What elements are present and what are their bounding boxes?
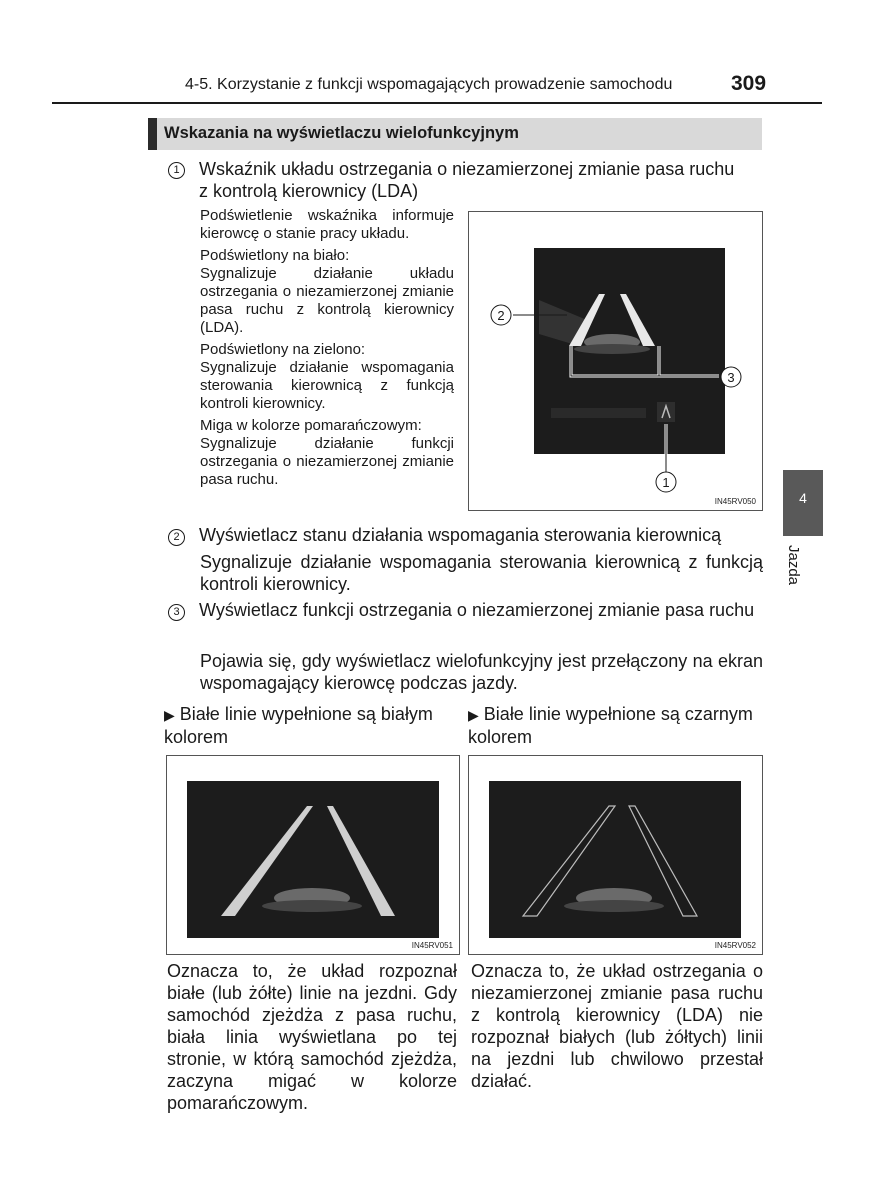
item-1-description [200,207,454,489]
chapter-tab-label: Jazda [785,545,802,586]
callout-1-number: 1 [662,475,670,490]
item-1-para3-head: Podświetlony na zielono: [200,341,366,358]
section-title-bar [148,118,762,150]
main-figure [468,211,763,511]
car-shadow [262,900,362,912]
item-1-para4-head: Miga w kolorze pomarańczowym: [200,417,422,434]
callout-3-number: 3 [727,370,735,385]
page-number: 309 [731,72,767,95]
item-1-para1: Podświetlenie wskaźnika informuje kierowcę o stanie pracy układu. [200,207,454,242]
bullet-right: ▶ Białe linie wypełnione są czarnym kolorem [468,704,753,747]
caption-right: Oznacza to, że układ ostrzegania o niezamierzonej zmianie pasa ruchu z kontrolą kierownicy (LDA) nie rozpoznał białych (lub żółtych) linii na jezdni lub chwilowo przestał działać. [471,961,763,1091]
chapter-tab-number: 4 [799,490,807,506]
lower-bar [551,408,646,418]
item-3-marker: 3 [168,602,185,621]
chapter-title: 4-5. Korzystanie z funkcji wspomagających prowadzenie samochodu [185,76,673,93]
bullet-left: ▶ Białe linie wypełnione są białym kolorem [164,704,433,747]
item-2-body: Sygnalizuje działanie wspomagania sterowania kierownicą z funkcją kontroli kierownicy. [200,552,763,594]
item-1-title: Wskaźnik układu ostrzegania o niezamierzonej zmianie pasa ruchu z kontrolą kierownicy (LDA) [199,159,735,201]
item-2-title: Wyświetlacz stanu działania wspomagania sterowania kierownicą [199,525,722,545]
figure-white-filled [166,755,460,955]
item-3-title: Wyświetlacz funkcji ostrzegania o niezamierzonej zmianie pasa ruchu [199,600,755,620]
caption-left: Oznacza to, że układ rozpoznał białe (lub żółte) linie na jezdni. Gdy samochód zjeżdża z pasa ruchu, biała linia wyświetlana po tej stronie, w którą samochód zjeżdża, zaczyna migać w kolorze pomarańczowym. [167,961,457,1113]
section-title: Wskazania na wyświetlaczu wielofunkcyjnym [164,124,519,142]
figure-code: IN45RV051 [411,941,453,950]
item-2-marker: 2 [168,527,185,546]
section-title-marker [148,118,157,150]
item-1-para2-body: Sygnalizuje działanie układu ostrzegania o niezamierzonej zmianie pasa ruchu z kontrolą kierownicy (LDA). [200,265,454,336]
multi-info-display-illustration [469,212,762,510]
item-1-para2-head: Podświetlony na biało: [200,247,350,264]
chapter-tab [783,470,823,536]
item-3-body: Pojawia się, gdy wyświetlacz wielofunkcyjny jest przełączony na ekran wspomagający kierowcę podczas jazdy. [200,651,763,693]
callout-2-number: 2 [497,308,505,323]
triangle-bullet-icon: ▶ [164,707,175,723]
figure-black-filled [468,755,763,955]
car-shadow [564,900,664,912]
car-shadow [574,344,650,354]
item-1-marker: 1 [168,160,185,179]
header-rule [52,102,822,104]
triangle-bullet-icon: ▶ [468,707,479,723]
item-1-para3-body: Sygnalizuje działanie wspomagania sterowania kierownicą z funkcją kontroli kierownicy. [200,359,454,412]
item-1-para4-body: Sygnalizuje działanie funkcji ostrzegania o niezamierzonej zmianie pasa ruchu. [200,435,454,488]
figure-code: IN45RV050 [714,497,756,506]
figure-code: IN45RV052 [714,941,756,950]
